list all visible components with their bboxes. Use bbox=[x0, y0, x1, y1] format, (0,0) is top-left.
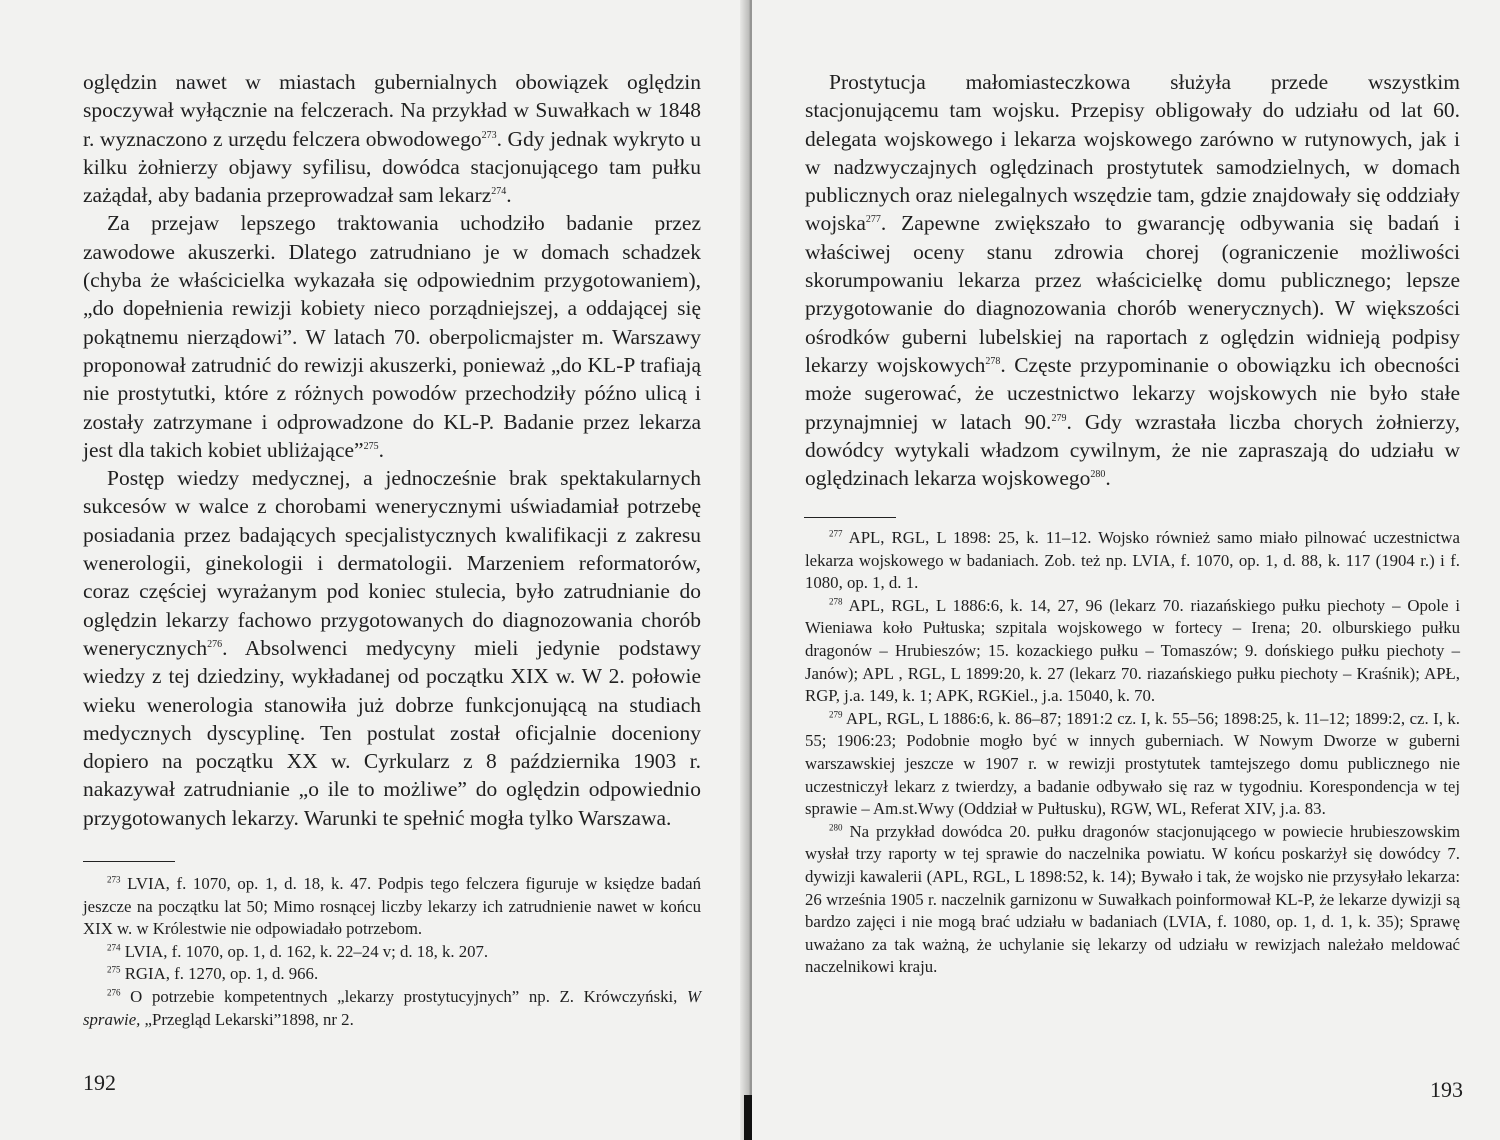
footnote: $^{277}$ APL, RGL, L 1898: 25, k. 11–12. Wojsko również samo miało pilnować uczestnictwa lekarza wojskowego w badaniach. Zob. też np. LVIA, f. 1070, op. 1, d. 88, k. 117 (1904 r.) i f. 1080, op. 1, d. 1. bbox=[805, 528, 1460, 593]
footnote-ref[interactable]: 276 bbox=[207, 638, 223, 650]
footnote-ref[interactable]: 278 bbox=[985, 355, 1001, 367]
footnote: $^{276}$ O potrzebie kompetentnych „lekarzy prostytucyjnych” np. Z. Krówczyński, W sprawie, „Przegląd Lekarski”1898, nr 2. bbox=[83, 986, 701, 1029]
footnote: $^{273}$ LVIA, f. 1070, op. 1, d. 18, k. 47. Podpis tego felczera figuruje w księdze badań jeszcze na początku lat 50; Mimo rosnącej liczby lekarzy ich zatrudnienie nawet w końcu XIX w. w Królestwie nie odpowiadało potrzebom. bbox=[83, 874, 701, 939]
footnote-ref[interactable]: 274 bbox=[491, 186, 507, 198]
left-footnotes bbox=[83, 873, 701, 1031]
paragraph: Postęp wiedzy medycznej, a jednocześnie brak spektakularnych sukcesów w walce z chorobami wenerycznymi uświadamiał potrzebę posiadania przez badających specjalistycznych kwalifikacji z zakresu wenerologii, ginekologii i dermatologii. Marzeniem reformatorów, coraz częściej wyrażanym pod koniec stulecia, było zatrudnianie do oględzin lekarzy fachowo przygotowanych do diagnozowania chorób wenerycznych$^{276}$. Absolwenci medycyny mieli jedynie podstawy wiedzy z tej dziedziny, wykładanej od początku XIX w. W 2. połowie wieku wenerologia stanowiła już dobrze funkcjonującą na studiach medycznych dyscyplinę. Ten postulat został oficjalnie doceniony dopiero na początku XX w. Cyrkularz z 8 października 1903 r. nakazywał zatrudnianie „o ile to możliwe” do oględzin odpowiednio przygotowanych lekarzy. Warunki te spełnić mogła tylko Warszawa. bbox=[83, 466, 701, 830]
footnote-ref[interactable]: 280 bbox=[1090, 469, 1106, 480]
page-number: 192 bbox=[83, 1070, 116, 1095]
footnote: $^{274}$ LVIA, f. 1070, op. 1, d. 162, k. 22–24 v; d. 18, k. 207. bbox=[107, 941, 489, 961]
footnote-ref[interactable]: 273 bbox=[481, 129, 497, 141]
left-body-text bbox=[83, 68, 701, 832]
footnote: $^{275}$ RGIA, f. 1270, op. 1, d. 966. bbox=[107, 964, 319, 984]
page-number: 193 bbox=[1430, 1077, 1463, 1102]
footnote: $^{278}$ APL, RGL, L 1886:6, k. 14, 27, 96 (lekarz 70. riazańskiego pułku piechoty – Opole i Wieniawa koło Pułtuska; szpitala wojskowego w fortecy – Irena; 20. olburskiego pułku dragonów – Hrubieszów; 15. kozackiego pułku – Tomaszów; 9. dońskiego pułku piechoty – Janów); APL , RGL, L 1899:20, k. 27 (lekarz 70. riazańskiego pułku piechoty – Kraśnik); APŁ, RGP, j.a. 149, k. 1; APK, RGKiel., j.a. 15040, k. 70. bbox=[805, 595, 1460, 706]
footnote-ref[interactable]: 275 bbox=[363, 440, 379, 452]
footnote-divider bbox=[804, 517, 896, 518]
footnote-divider bbox=[83, 861, 175, 862]
footnote: $^{279}$ APL, RGL, L 1886:6, k. 86–87; 1891:2 cz. I, k. 55–56; 1898:25, k. 11–12; 1899:2, cz. I, k. 55; 1906:23; Podobnie mogło być w innych guberniach. W Nowym Dworze w guberni warszawskiej jeszcze w 1907 r. w rewizji prostytutek tamtejszego domu publicznego nie uczestniczył lekarz z twierdzy, a badanie odbywało się raz w tygodniu. Korespondencja w tej sprawie – Am.st.Wwy (Oddział w Pułtusku), RGW, WL, Referat XIV, j.a. 83. bbox=[805, 708, 1460, 819]
paragraph: Za przejaw lepszego traktowania uchodziło badanie przez zawodowe akuszerki. Dlatego zatrudniano je w domach schadzek (chyba że właścicielka wykazała się odpowiednim przygotowaniem), „do dopełnienia rewizji kobiety nieco porządniejszej, a oddającej się pokątnemu nierządowi”. W latach 70. oberpolicmajster m. Warszawy proponował zatrudnić do rewizji akuszerki, ponieważ „do KL-P trafiają nie prostytutki, które z różnych powodów przechodziły późno ulicą i zostały zatrzymane i odprowadzone do KL-P. Badanie przez lekarza jest dla takich kobiet ubliżające”$^{275}$. bbox=[83, 211, 701, 462]
left-page bbox=[0, 0, 748, 1140]
right-body-text bbox=[805, 68, 1460, 492]
footnote-ref[interactable]: 277 bbox=[865, 214, 881, 226]
right-footnotes bbox=[805, 527, 1460, 979]
paragraph: oględzin nawet w miastach gubernialnych obowiązek oględzin spoczywał wyłącznie na felczerach. Na przykład w Suwałkach w 1848 r. wyznaczono z urzędu felczera obwodowego$^{273}$. Gdy jednak wykryto u kilku żołnierzy objawy syfilisu, dowódca stacjonującego tam pułku zażądał, aby badania przeprowadzał sam lekarz$^{274}$. bbox=[83, 70, 702, 208]
footnote: $^{280}$ Na przykład dowódca 20. pułku dragonów stacjonującego w powiecie hrubieszowskim wysłał trzy raporty w tej sprawie do naczelnika powiatu. W końcu poskarżył się dowódcy 7. dywizji kawalerii (APL, RGL, L 1898:52, k. 14); Bywało i tak, że wojsko nie przysyłało lekarza: 26 września 1905 r. naczelnik garnizonu w Suwałkach poinformował KL-P, że lekarze dywizji są bardzo zajęci i nie mogą brać udziału w badaniach (LVIA, f. 1080, op. 1, d. 1, k. 35); Sprawę uważano za tak ważną, że uchylanie się lekarzy od udziału w rewizjach należało meldować naczelnikowi kraju. bbox=[805, 821, 1460, 977]
footnote-ref[interactable]: 279 bbox=[1051, 412, 1067, 424]
paragraph: Prostytucja małomiasteczkowa służyła przede wszystkim stacjonującemu tam wojsku. Przepisy obligowały do udziału od lat 60. delegata wojskowego i lekarza wojskowego zarówno w rutynowych, jak i w nadzwyczajnych oględzinach prostytutek samodzielnych, w domach publicznych oraz nielegalnych wszędzie tam, gdzie znajdowały się oddziały wojska$^{277}$. Zapewne zwiększało to gwarancję odbywania się badań i właściwej oceny stanu zdrowia chorej (ograniczenie możliwości skorumpowaniu lekarza przez właścicielkę domu publicznego; lepsze przygotowanie do diagnozowania chorób wenerycznych). W większości ośrodków guberni lubelskiej na raportach z oględzin widnieją podpisy lekarzy wojskowych$^{278}$. Częste przypominanie o obowiązku ich obecności może sugerować, że uczestnictwo lekarzy wojskowych nie było stałe przynajmniej w latach 90.$^{279}$. Gdy wzrastała liczba chorych żołnierzy, dowódcy wytykali władzom cywilnym, że nie zapraszają do udziału w oględzinach lekarza wojskowego$^{280}$. bbox=[805, 70, 1460, 491]
right-page bbox=[752, 0, 1500, 1140]
